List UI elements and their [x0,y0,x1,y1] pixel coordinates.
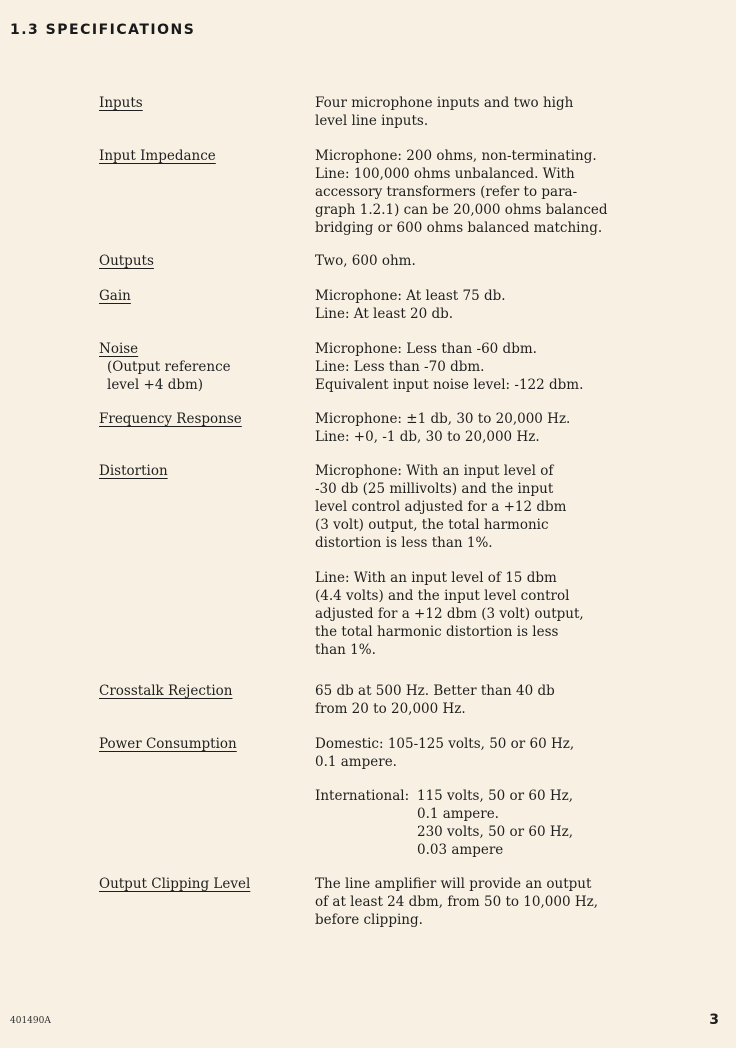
value-line: Microphone: Less than -60 dbm. [315,341,537,357]
value-line: the total harmonic distortion is less [315,624,559,640]
value-line: from 20 to 20,000 Hz. [315,701,466,717]
value-line: Line: +0, -1 db, 30 to 20,000 Hz. [315,429,540,445]
spec-value [315,569,725,659]
value-line: 115 volts, 50 or 60 Hz, [417,788,574,804]
value-line: Microphone: At least 75 db. [315,288,506,304]
value-line: than 1%. [315,642,376,658]
spec-label: Input Impedance [99,148,216,164]
spec-label: Inputs [99,95,143,111]
value-line: 0.03 ampere [417,842,504,858]
value-line: (4.4 volts) and the input level control [315,588,570,604]
value-line: of at least 24 dbm, from 50 to 10,000 Hz, [315,894,599,910]
value-line: Two, 600 ohm. [315,253,416,269]
value-line: 0.1 ampere. [315,754,397,770]
value-line: Line: Less than -70 dbm. [315,359,485,375]
value-line: Domestic: 105-125 volts, 50 or 60 Hz, [315,736,575,752]
spec-label: Gain [99,288,131,304]
value-line: Microphone: ±1 db, 30 to 20,000 Hz. [315,411,571,427]
spec-value [315,287,725,323]
spec-sublabel: (Output reference [107,359,231,375]
spec-value [315,340,725,394]
value-line: Line: 100,000 ohms unbalanced. With [315,166,575,182]
spec-value [315,787,725,859]
spec-value [315,682,725,718]
spec-label: Outputs [99,253,154,269]
document-number: 401490A [10,1016,51,1026]
value-line: -30 db (25 millivolts) and the input [315,481,554,497]
value-line: before clipping. [315,912,423,928]
value-line: Microphone: 200 ohms, non-terminating. [315,148,597,164]
value-line: Equivalent input noise level: -122 dbm. [315,377,584,393]
spec-label: Crosstalk Rejection [99,683,233,699]
value-line: Microphone: With an input level of [315,463,554,479]
value-line: bridging or 600 ohms balanced matching. [315,220,603,236]
value-line: Four microphone inputs and two high [315,95,574,111]
value-line: 0.1 ampere. [417,806,499,822]
section-heading: 1.3 SPECIFICATIONS [10,22,196,38]
spec-value [315,147,725,237]
spec-label: Output Clipping Level [99,876,251,892]
spec-label: Power Consumption [99,736,237,752]
value-line: Line: At least 20 db. [315,306,454,322]
spec-value [315,94,725,130]
value-line: level control adjusted for a +12 dbm [315,499,567,515]
spec-label: Frequency Response [99,411,242,427]
value-line: accessory transformers (refer to para- [315,184,578,200]
spec-value [315,252,725,270]
value-line: 230 volts, 50 or 60 Hz, [417,824,574,840]
spec-sublabel: level +4 dbm) [107,377,204,393]
value-line: The line amplifier will provide an output [315,876,592,892]
value-line: Line: With an input level of 15 dbm [315,570,557,586]
value-line: distortion is less than 1%. [315,535,493,551]
value-line: level line inputs. [315,113,429,129]
spec-label: Distortion [99,463,168,479]
page-number: 3 [709,1012,719,1028]
value-line: 65 db at 500 Hz. Better than 40 db [315,683,555,699]
spec-value [315,462,725,552]
value-line: (3 volt) output, the total harmonic [315,517,549,533]
value-line: adjusted for a +12 dbm (3 volt) output, [315,606,584,622]
spec-label: Noise [99,341,139,357]
spec-value [315,410,725,446]
spec-value [315,875,725,929]
value-line: graph 1.2.1) can be 20,000 ohms balanced [315,202,608,218]
international-label: International: [315,788,410,804]
spec-value [315,735,725,771]
